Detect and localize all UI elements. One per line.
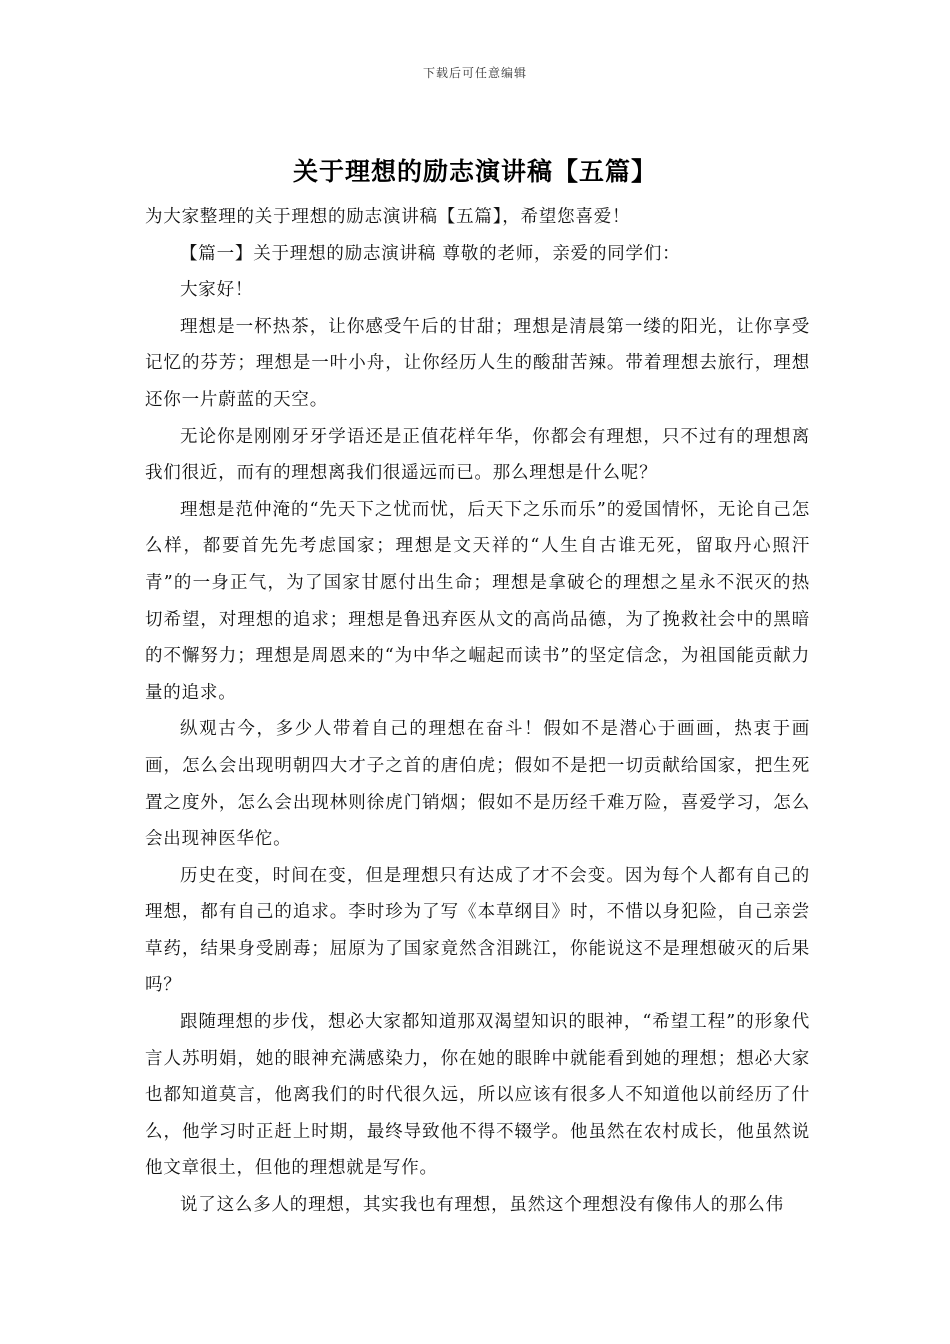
paragraph-section-heading: 【篇一】关于理想的励志演讲稿 尊敬的老师，亲爱的同学们： [180,243,681,264]
header-note: 下载后可任意编辑 [422,66,527,80]
paragraph: 说了这么多人的理想，其实我也有理想，虽然这个理想没有像伟人的那么伟 [180,1195,784,1216]
paragraph-greeting: 大家好！ [180,280,254,301]
intro-paragraph: 为大家整理的关于理想的励志演讲稿【五篇】，希望您喜爱！ [145,207,631,227]
paragraph: 纵观古今，多少人带着自己的理想在奋斗！假如不是潜心于画画，热衷于画画，怎么会出现明朝四大才子之首的唐伯虎；假如不是把一切贡献给国家，把生死置之度外，怎么会出现林则徐虎门销烟；假如不是历经千难万险，喜爱学习，怎么会出现神医华佗。 [145,719,810,850]
document-title: 关于理想的励志演讲稿【五篇】 [292,157,657,186]
document-body [145,199,810,1224]
paragraph: 无论你是刚刚牙牙学语还是正值花样年华，你都会有理想，只不过有的理想离我们很近，而有的理想离我们很遥远而已。那么理想是什么呢？ [145,426,810,484]
paragraph: 理想是一杯热茶，让你感受午后的甘甜；理想是清晨第一缕的阳光，让你享受记忆的芬芳；理想是一叶小舟，让你经历人生的酸甜苦辣。带着理想去旅行，理想还你一片蔚蓝的天空。 [145,316,810,410]
paragraph: 跟随理想的步伐，想必大家都知道那双渴望知识的眼神，“希望工程”的形象代言人苏明娟，她的眼神充满感染力，你在她的眼眸中就能看到她的理想；想必大家也都知道莫言，他离我们的时代很久远，所以应该有很多人不知道他以前经历了什么，他学习时正赶上时期，最终导致他不得不辍学。他虽然在农村成长，他虽然说他文章很土，但他的理想就是写作。 [145,1012,810,1179]
paragraph: 理想是范仲淹的“先天下之忧而忧，后天下之乐而乐”的爱国情怀，无论自己怎么样，都要首先先考虑国家；理想是文天祥的“人生自古谁无死，留取丹心照汗青”的一身正气，为了国家甘愿付出生命；理想是拿破仑的理想之星永不泯灭的热切希望，对理想的追求；理想是鲁迅弃医从文的高尚品德，为了挽救社会中的黑暗的不懈努力；理想是周恩来的“为中华之崛起而读书”的坚定信念，为祖国能贡献力量的追求。 [145,499,810,703]
paragraph: 历史在变，时间在变，但是理想只有达成了才不会变。因为每个人都有自己的理想，都有自己的追求。李时珍为了写《本草纲目》时，不惜以身犯险，自己亲尝草药，结果身受剧毒；屈原为了国家竟然含泪跳江，你能说这不是理想破灭的后果吗？ [145,865,810,996]
